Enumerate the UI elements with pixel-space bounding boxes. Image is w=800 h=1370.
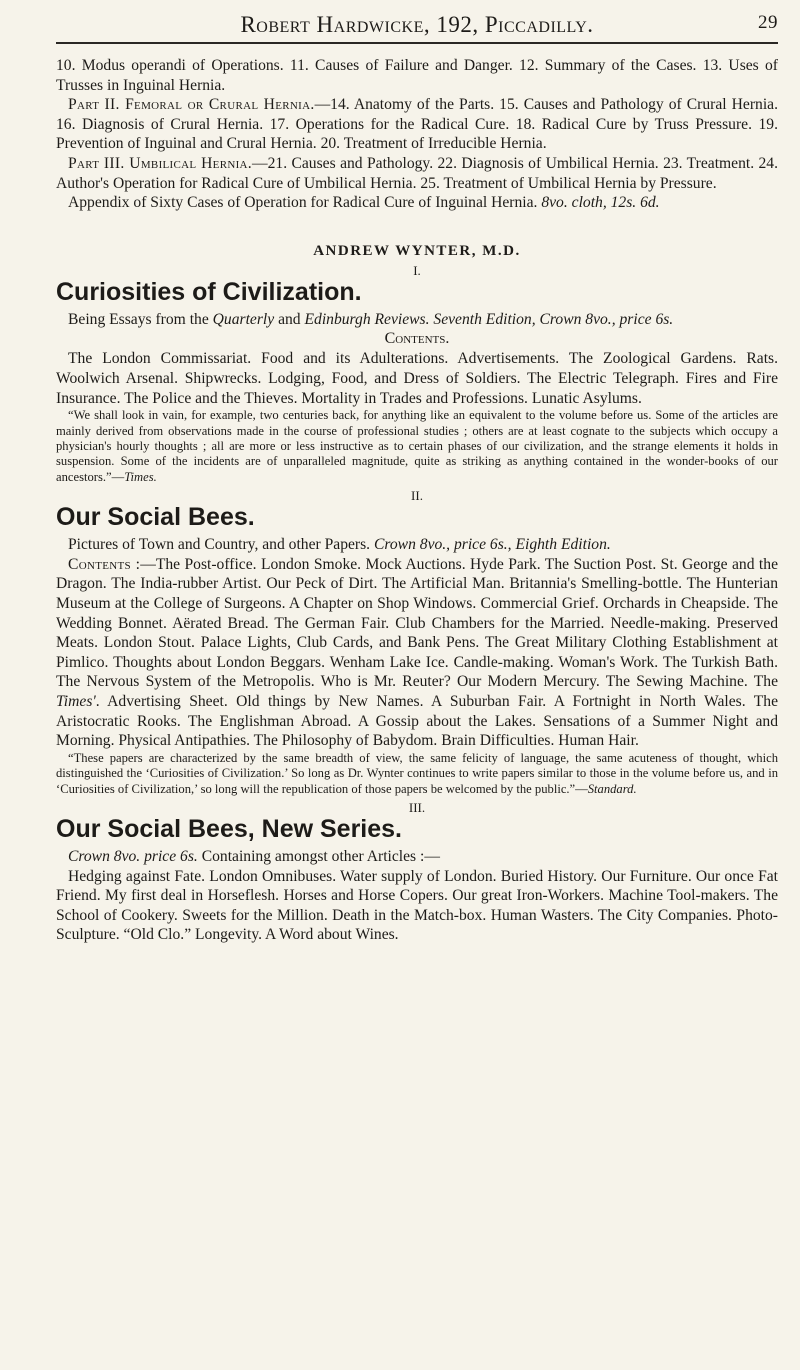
description-italic: Edinburgh Reviews. Seventh Edition, Crown 8vo., price 6s. <box>304 310 674 328</box>
contents-italic: Times' <box>56 692 96 710</box>
description-text: Pictures of Town and Country, and other Papers. <box>68 536 371 554</box>
part-two-paragraph <box>56 95 778 154</box>
book-entry-two <box>56 489 778 797</box>
review-source: Times. <box>124 469 157 484</box>
book-number: I. <box>413 262 421 278</box>
contents-line: 10. Modus operandi of Operations. 11. Causes of Failure and Danger. 12. Summary of the Cases. 13. Uses of Trusses in Inguinal Hernia. <box>56 57 778 94</box>
description-italic: Quarterly <box>212 310 275 328</box>
contents-list <box>56 555 778 751</box>
contents-list: The London Commissariat. Food and its Adulterations. Advertisements. The Zoological Gardens. Rats. Woolwich Arsenal. Shipwrecks. Lodging, Food, and Dress of Soldiers. The Electric Telegraph. Fires and Fire Insurance. The Police and the Thieves. Mortality in Trades and Professions. Lunatic Asylums. <box>56 350 778 407</box>
review-text: “These papers are characterized by the same breadth of view, the same felicity of language, the same acuteness of thought, which distinguished the ‘Curiosities of Civilization.’ So long as Dr. Wynter continues to write papers similar to those in the volume before us, and in ‘Curiosities of Civilization,’ so long will the republication of those papers be welcomed by the public.”— <box>56 750 778 796</box>
appendix-paragraph <box>56 193 778 213</box>
book-description <box>56 310 778 330</box>
book-description <box>56 847 778 867</box>
press-review <box>56 408 778 485</box>
contents-list: Hedging against Fate. London Omnibuses. Water supply of London. Buried History. Our Furniture. Our once Fat Friend. My first deal in Horseflesh. Horses and Horse Copers. Our great Iron-Workers. Machine Tool-makers. The School of Cookery. Sweets for the Million. Death in the Match-box. Human Wasters. The City Companies. Photo-Sculpture. “Old Clo.” Longevity. A Word about Wines. <box>56 867 778 944</box>
description-text: Containing amongst other Articles :— <box>201 847 440 865</box>
part-three-label: Part III. Umbilical Hernia. <box>68 154 252 172</box>
description-italic: Crown 8vo., price 6s., Eighth Edition. <box>373 536 611 554</box>
description-text: Being Essays from the <box>68 310 209 328</box>
page-number: 29 <box>758 12 778 33</box>
book-title: Curiosities of Civilization. <box>56 277 362 306</box>
part-two-label: Part II. Femoral or Crural Hernia. <box>68 96 315 114</box>
description-text: and <box>278 310 301 328</box>
press-review <box>56 751 778 797</box>
book-number: III. <box>408 799 426 815</box>
review-source: Standard. <box>587 781 637 796</box>
contents-text: . Advertising Sheet. Old things by New Names. A Suburban Fair. A Fortnight in North Wales. The Aristocratic Rooks. The Englishman Abroad. A Gossip about the Lakes. Sensations of a Summer Night and Morning. Physical Antipathies. The Philosophy of Babydom. Brain Difficulties. Human Hair. <box>56 692 778 750</box>
running-title: Robert Hardwicke, 192, Piccadilly. <box>240 12 594 37</box>
appendix-text: Appendix of Sixty Cases of Operation for Radical Cure of Inguinal Hernia. <box>68 194 538 212</box>
book-title: Our Social Bees, New Series. <box>56 814 402 843</box>
author-heading: ANDREW WYNTER, M.D. <box>313 242 521 259</box>
book-entry-three <box>56 801 778 945</box>
contents-label: Contents : <box>68 555 141 573</box>
part-three-text: —21. Causes and Pathology. 22. Diagnosis of Umbilical Hernia. 23. Treatment. 24. Author's Operation for Radical Cure of Umbilical Hernia. 25. Treatment of Umbilical Hernia by Pressure. <box>56 154 778 192</box>
running-head <box>56 12 778 44</box>
hernia-contents-continued <box>56 56 778 213</box>
book-description <box>56 535 778 555</box>
part-three-paragraph <box>56 154 778 193</box>
contents-heading: Contents. <box>384 330 450 348</box>
book-page <box>56 12 778 945</box>
contents-text: —The Post-office. London Smoke. Mock Auctions. Hyde Park. The Suction Post. St. George and the Dragon. The India-rubber Artist. Our Peck of Dirt. The Artificial Man. Britannia's Smelling-bottle. The Hunterian Museum at the College of Surgeons. A Chapter on Shop Windows. Commercial Grief. Orchards in Cheapside. The Wedding Bonnet. Aërated Bread. The German Fair. Club Chambers for the Married. Needle-making. Preserved Meats. London Stout. Palace Lights, Club Cards, and Bank Pens. The Great Military Clothing Establishment at Pimlico. Thoughts about London Beggars. Wenham Lake Ice. Candle-making. Woman's Work. The Turkish Bath. The Nervous System of the Metropolis. Who is Mr. Reuter? Our Modern Mercury. The Sewing Machine. The <box>56 555 778 691</box>
book-title: Our Social Bees. <box>56 503 255 532</box>
book-number: II. <box>411 488 423 504</box>
description-italic: Crown 8vo. price 6s. <box>68 847 198 865</box>
appendix-price: 8vo. cloth, 12s. 6d. <box>541 194 660 212</box>
part-two-text: —14. Anatomy of the Parts. 15. Causes and Pathology of Crural Hernia. 16. Diagnosis of Crural Hernia. 17. Operations for the Radical Cure. 18. Radical Cure by Truss Pressure. 19. Prevention of Inguinal and Crural Hernia. 20. Treatment of Irreducible Hernia. <box>56 96 778 153</box>
book-entry-one <box>56 264 778 485</box>
review-text: “We shall look in vain, for example, two centuries back, for anything like an equivalent to the volume before us. Some of the articles are mainly derived from observations made in the course of professional studies ; others are at least cognate to the subjects which occupy a physician's hourly thoughts ; all are more or less instructive as to certain phases of our civilization, and the strange elements it holds in suspension. Some of the incidents are of unparalleled magnitude, quite as striking as anything contained in the wonder-books of our ancestors.”— <box>56 408 778 484</box>
